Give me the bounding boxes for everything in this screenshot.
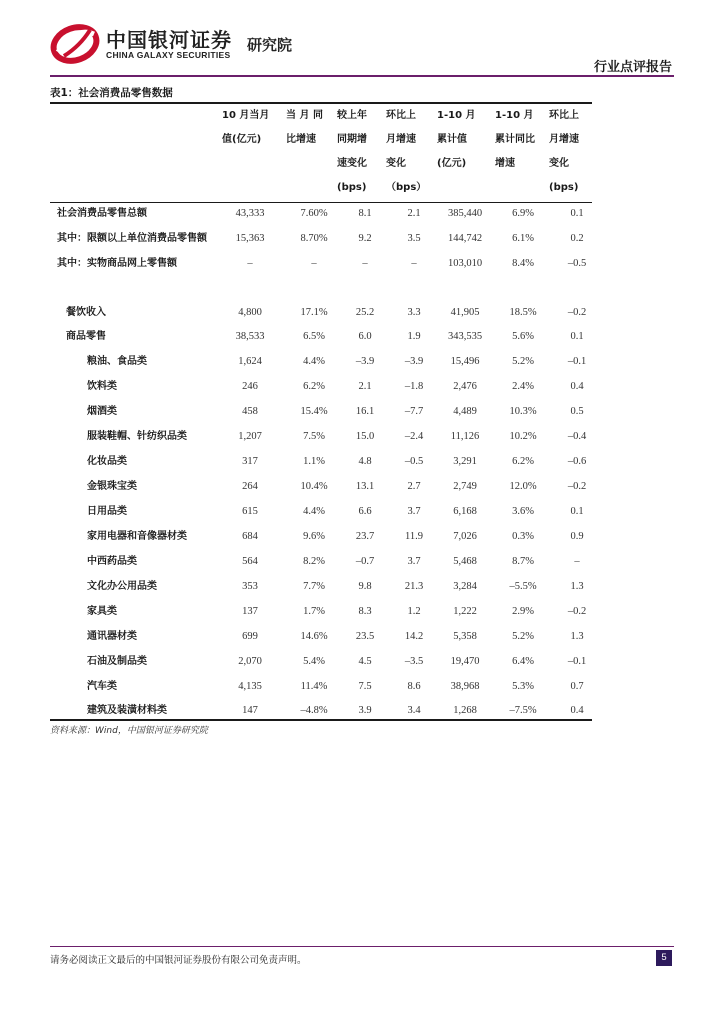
column-header-line: 当 月 同 [286,110,323,121]
table-cell: 246 [242,381,258,392]
row-label: 汽车类 [87,681,117,692]
company-logo [50,22,250,66]
table-cell: 3.7 [407,506,421,517]
table-cell: 6.5% [303,331,325,342]
table-cell: –0.5 [404,456,424,467]
column-header-line: 变化 [549,158,569,169]
table-row [0,376,724,398]
table-cell: 0.4 [570,705,584,716]
table-cell: 8.1 [358,208,372,219]
header-rule [50,75,674,77]
column-header-line: 值(亿元) [222,134,262,145]
column-header [286,104,323,152]
table-cell: –3.9 [404,356,424,367]
row-label: 家用电器和音像器材类 [87,531,187,542]
table-cell: 103,010 [447,258,483,269]
table-cell: –0.7 [355,556,375,567]
table-cell: 4.8 [358,456,372,467]
table-cell: 6,168 [453,506,477,517]
table-cell: 43,333 [235,208,265,219]
row-label: 化妆品类 [87,456,127,467]
table-cell: 7.5% [303,431,325,442]
table-cell: 0.3% [512,531,534,542]
table-cell: 4,800 [238,307,262,318]
table-cell: –0.2 [567,307,587,318]
table-row [0,426,724,448]
table-cell: –0.4 [567,431,587,442]
table-cell: 3.6% [512,506,534,517]
table-cell: 2.9% [512,606,534,617]
table-row [0,576,724,598]
table-cell: 264 [242,481,258,492]
table-cell: 23.7 [355,531,375,542]
table-cell: 2,749 [453,481,477,492]
row-label: 社会消费品零售总额 [57,208,147,219]
galaxy-logo-icon [50,22,100,66]
column-header-line: 月增速 [386,134,416,145]
row-label: 粮油、食品类 [87,356,147,367]
table-cell: 0.5 [570,406,584,417]
table-cell: 16.1 [355,406,375,417]
table-cell: 8.3 [358,606,372,617]
logo-chinese-name: 中国银河证券 [106,28,232,52]
table-cell: – [362,258,368,269]
row-label: 金银珠宝类 [87,481,137,492]
table-cell: 4.4% [303,356,325,367]
footer-disclaimer: 请务必阅读正文最后的中国银河证券股份有限公司免责声明。 [50,955,307,966]
column-header-line: 累计值 [437,134,467,145]
report-type-label: 行业点评报告 [593,60,672,75]
table-cell: 6.6 [358,506,372,517]
column-header-line: 同期增 [337,134,367,145]
column-header-line: 环比上 [549,110,579,121]
column-header-line: 1-10 月 [437,110,476,121]
table-cell: 7.5 [358,681,372,692]
table-cell: 11,126 [450,431,480,442]
table-cell: 147 [242,705,258,716]
table-cell: –5.5% [509,581,537,592]
table-cell: 1.9 [407,331,421,342]
table-row [0,551,724,573]
row-label: 石油及制品类 [87,656,147,667]
row-label: 文化办公用品类 [87,581,157,592]
column-header [495,104,535,176]
table-cell: 8.6 [407,681,421,692]
table-cell: 385,440 [447,208,483,219]
column-header-line: 环比上 [386,110,416,121]
table-row [0,253,724,275]
table-cell: 5.2% [512,631,534,642]
table-cell: –3.5 [404,656,424,667]
table-cell: 3,284 [453,581,477,592]
table-cell: 23.5 [355,631,375,642]
table-cell: – [247,258,253,269]
table-cell: 7,026 [453,531,477,542]
table-cell: 9.8 [358,581,372,592]
table-cell: 4.4% [303,506,325,517]
table-row [0,501,724,523]
table-cell: 13.1 [355,481,375,492]
table-cell: – [311,258,317,269]
table-cell: 41,905 [450,307,480,318]
table-cell: 1.3 [570,631,584,642]
table-cell: –0.5 [567,258,587,269]
table-cell: –0.1 [567,656,587,667]
table-cell: 5,358 [453,631,477,642]
table-cell: 1,222 [453,606,477,617]
table-title: 表1：社会消费品零售数据 [50,87,173,99]
table-cell: –0.2 [567,606,587,617]
column-header-line: 较上年 [337,110,367,121]
row-label: 烟酒类 [87,406,117,417]
table-cell: – [574,556,580,567]
table-row [0,601,724,623]
table-cell: 458 [242,406,258,417]
table-cell: –0.1 [567,356,587,367]
column-header-line: (bps) [549,182,579,193]
table-row [0,676,724,698]
table-cell: 15,496 [450,356,480,367]
table-source-note: 资料来源：Wind，中国银河证券研究院 [50,726,208,736]
table-cell: 564 [242,556,258,567]
table-row [0,651,724,673]
table-cell: 144,742 [447,233,483,244]
row-label: 中西药品类 [87,556,137,567]
table-cell: 5,468 [453,556,477,567]
table-row [0,626,724,648]
row-label: 饮料类 [87,381,117,392]
table-cell: 353 [242,581,258,592]
table-cell: 9.2 [358,233,372,244]
table-cell: 6.4% [512,656,534,667]
table-cell: 10.3% [509,406,537,417]
table-cell: 5.3% [512,681,534,692]
table-cell: 18.5% [509,307,537,318]
table-cell: 12.0% [509,481,537,492]
table-cell: 0.1 [570,331,584,342]
table-row [0,451,724,473]
table-cell: 38,533 [235,331,265,342]
column-header-line: 速变化 [337,158,367,169]
table-cell: 6.0 [358,331,372,342]
row-label: 其中：限额以上单位消费品零售额 [57,233,207,244]
table-cell: 6.1% [512,233,534,244]
table-cell: 2.1 [407,208,421,219]
table-cell: 137 [242,606,258,617]
table-cell: 2,070 [238,656,262,667]
table-cell: 0.7 [570,681,584,692]
row-label: 通讯器材类 [87,631,137,642]
table-cell: 19,470 [450,656,480,667]
table-cell: 8.2% [303,556,325,567]
table-cell: 5.6% [512,331,534,342]
table-cell: 15,363 [235,233,265,244]
row-label: 家具类 [87,606,117,617]
column-header-line: (亿元) [437,158,467,169]
table-row [0,351,724,373]
table-cell: 15.0 [355,431,375,442]
column-header-line: 累计同比 [495,134,535,145]
column-header-line: （bps） [386,182,427,193]
table-cell: 11.9 [405,531,423,542]
table-cell: 3.4 [407,705,421,716]
table-cell: 1.7% [303,606,325,617]
column-header-line: 1-10 月 [495,110,534,121]
table-cell: 4.5 [358,656,372,667]
table-cell: 317 [242,456,258,467]
table-cell: 0.4 [570,381,584,392]
column-header [337,104,367,200]
table-cell: –7.7 [404,406,424,417]
table-bottom-rule [50,719,592,721]
table-cell: 3.3 [407,307,421,318]
table-cell: 684 [242,531,258,542]
row-label: 餐饮收入 [66,307,106,318]
column-header-line: 月增速 [549,134,579,145]
table-cell: 8.70% [300,233,328,244]
table-row [0,203,724,225]
table-cell: 14.6% [300,631,328,642]
table-cell: 6.2% [303,381,325,392]
table-cell: –7.5% [509,705,537,716]
table-cell: 3,291 [453,456,477,467]
row-label: 建筑及装潢材料类 [87,705,167,716]
table-cell: 0.9 [570,531,584,542]
table-cell: 699 [242,631,258,642]
table-cell: 2.1 [358,381,372,392]
table-cell: 1,207 [238,431,262,442]
table-cell: 4,135 [238,681,262,692]
table-cell: 10.2% [509,431,537,442]
table-cell: 9.6% [303,531,325,542]
table-cell: – [411,258,417,269]
table-row [0,401,724,423]
table-row [0,326,724,348]
table-cell: –1.8 [404,381,424,392]
table-cell: 3.7 [407,556,421,567]
table-row [0,228,724,250]
column-header-line: 10 月当月 [222,110,270,121]
table-cell: 15.4% [300,406,328,417]
row-label: 服装鞋帽、针纺织品类 [87,431,187,442]
table-cell: 343,535 [447,331,483,342]
footer-rule [50,946,674,947]
table-cell: 8.7% [512,556,534,567]
table-cell: 2.7 [407,481,421,492]
row-label: 日用品类 [87,506,127,517]
table-cell: 25.2 [355,307,375,318]
column-header [222,104,269,152]
table-cell: 14.2 [404,631,424,642]
table-cell: 7.60% [300,208,328,219]
table-row [0,476,724,498]
column-header [549,104,579,200]
logo-english-name: CHINA GALAXY SECURITIES [106,50,231,60]
table-cell: –0.2 [567,481,587,492]
table-cell: 6.2% [512,456,534,467]
column-header [437,104,476,176]
table-cell: 2.4% [512,381,534,392]
table-cell: 3.5 [407,233,421,244]
table-cell: 8.4% [512,258,534,269]
page-number-badge: 5 [656,950,672,966]
table-cell: 5.2% [512,356,534,367]
table-cell: 38,968 [450,681,480,692]
table-cell: 5.4% [303,656,325,667]
table-cell: –4.8% [300,705,328,716]
table-cell: 1,268 [453,705,477,716]
row-label: 其中：实物商品网上零售额 [57,258,177,269]
table-cell: 0.2 [570,233,584,244]
table-cell: 7.7% [303,581,325,592]
table-cell: 2,476 [453,381,477,392]
column-header [386,104,426,200]
table-cell: 21.3 [404,581,424,592]
table-cell: 4,489 [453,406,477,417]
table-cell: –0.6 [567,456,587,467]
table-cell: 1.2 [407,606,421,617]
table-cell: –2.4 [404,431,424,442]
table-cell: 1,624 [238,356,262,367]
table-cell: 0.1 [570,208,584,219]
row-label: 商品零售 [66,331,106,342]
institute-label: 研究院 [247,36,293,54]
column-header-line: 比增速 [286,134,316,145]
table-cell: 10.4% [300,481,328,492]
table-cell: –3.9 [355,356,375,367]
table-cell: 615 [242,506,258,517]
table-cell: 6.9% [512,208,534,219]
table-cell: 17.1% [300,307,328,318]
table-cell: 0.1 [570,506,584,517]
column-header-line: (bps) [337,182,367,193]
table-cell: 1.3 [570,581,584,592]
column-header-line: 增速 [495,158,515,169]
column-header-line: 变化 [386,158,406,169]
table-row [0,526,724,548]
table-cell: 1.1% [303,456,325,467]
table-cell: 11.4% [300,681,328,692]
table-cell: 3.9 [358,705,372,716]
table-row [0,302,724,324]
